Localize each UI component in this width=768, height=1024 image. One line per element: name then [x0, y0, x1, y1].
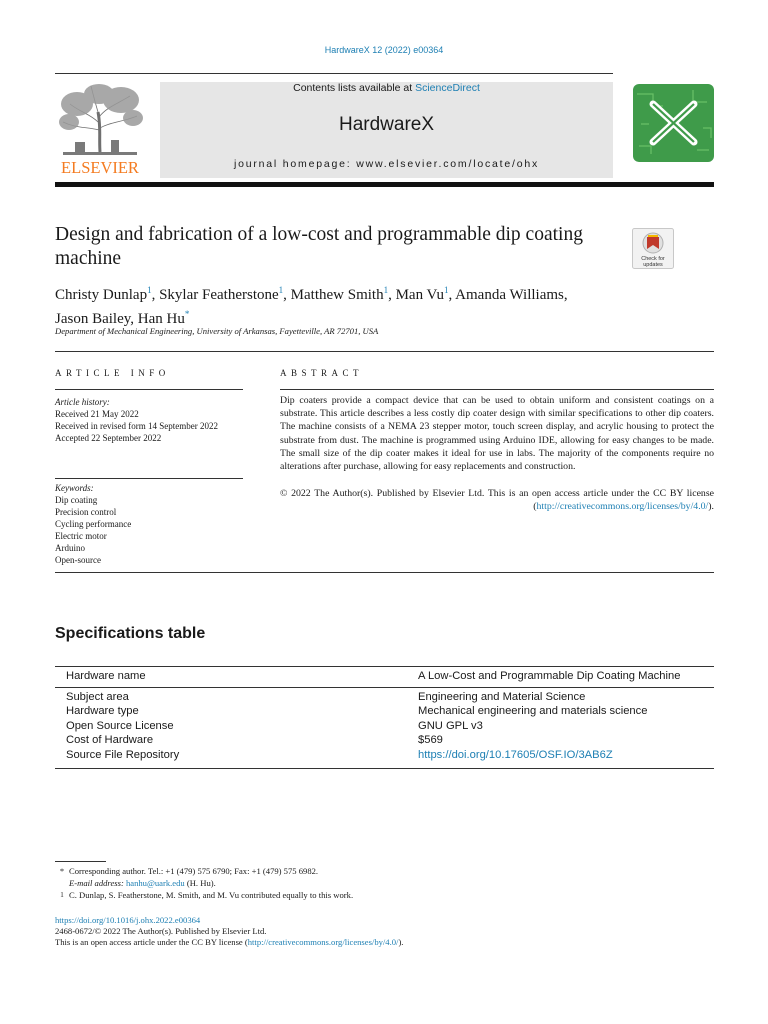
- author: Amanda Williams,: [455, 287, 568, 303]
- author: Christy Dunlap$^1$,: [55, 285, 160, 303]
- divider: [280, 389, 714, 390]
- table-row: [55, 719, 714, 734]
- author: Jason Bailey,: [55, 311, 138, 327]
- keyword: Cycling performance: [55, 519, 132, 529]
- keyword: Dip coating: [55, 495, 98, 505]
- elsevier-wordmark: ELSEVIER: [61, 158, 139, 176]
- email-link[interactable]: hanhu@uark.edu: [125, 878, 185, 888]
- author: Skylar Featherstone$^1$,: [159, 285, 291, 303]
- journal-citation[interactable]: HardwareX 12 (2022) e00364: [324, 45, 444, 55]
- table-cell: A Low-Cost and Programmable Dip Coating Machine: [407, 667, 714, 688]
- corresponding-author-mark[interactable]: *: [184, 309, 190, 319]
- license-link[interactable]: http://creativecommons.org/licenses/by/4.0/: [536, 501, 709, 513]
- article-title: Design and fabrication of a low-cost and programmable dip coating machine: [55, 224, 583, 269]
- keywords-label: Keywords:: [55, 483, 94, 493]
- author-list: [55, 281, 695, 329]
- table-cell: Cost of Hardware: [66, 734, 154, 746]
- keyword: Precision control: [55, 507, 117, 517]
- table-header-row: [55, 667, 714, 688]
- header-top-rule: [55, 73, 613, 74]
- specifications-table: [55, 666, 714, 769]
- divider: [55, 351, 714, 352]
- history-item: Received in revised form 14 September 2022: [55, 421, 218, 431]
- divider: [55, 572, 714, 573]
- keywords-block: [55, 482, 243, 566]
- sciencedirect-link[interactable]: ScienceDirect: [415, 82, 480, 94]
- abstract-text: Dip coaters provide a compact device that can be used to obtain uniform and consistent coatings on a substrate. This article describes a less costly dip coater design with similar specifications to other dip coaters. The machine consists of a NEMA 23 stepper motor, touch screen display, and acrylic housing to protect the substrate from dust. The machine is programmed using Arduino IDE, allowing for easy changes to be made. The small size of the dip coater makes it ideal for use in labs. The majority of the components require no alterations after purchase, allowing for easy replacements and construction.: [280, 395, 714, 473]
- table-cell: Hardware name: [55, 667, 407, 688]
- divider: [55, 478, 243, 479]
- table-cell: $569: [418, 734, 443, 746]
- hardwarex-cover-logo[interactable]: [633, 84, 714, 162]
- article-history: [55, 396, 243, 444]
- table-cell: Subject area: [66, 690, 129, 703]
- svg-text:updates: updates: [643, 262, 663, 268]
- table-row: [55, 704, 714, 719]
- divider: [55, 389, 243, 390]
- table-cell: Mechanical engineering and materials science: [418, 705, 648, 717]
- keyword: Arduino: [55, 543, 85, 553]
- contents-availability: Contents lists available at ScienceDirect: [293, 82, 480, 94]
- table-row: [55, 748, 714, 769]
- issn-copyright: 2468-0672/© 2022 The Author(s). Published by Elsevier Ltd.: [55, 926, 267, 936]
- header-bottom-rule: [55, 182, 714, 187]
- publication-info: [55, 915, 715, 948]
- svg-text:Check for: Check for: [641, 256, 665, 262]
- email-footnote: E-mail address: hanhu@uark.edu (H. Hu).: [69, 878, 216, 888]
- abstract-license: © 2022 The Author(s). Published by Elsevier Ltd. This is an open access article under the CC BY license (http://creativecommons.org/licenses/by/4.0/).: [280, 488, 714, 513]
- keyword: Electric motor: [55, 531, 107, 541]
- abstract-heading: ABSTRACT: [280, 368, 364, 378]
- affiliation: Department of Mechanical Engineering, University of Arkansas, Fayetteville, AR 72701, USA: [55, 326, 379, 336]
- keyword: Open-source: [55, 555, 101, 565]
- table-cell: Source File Repository: [55, 748, 407, 769]
- table-cell: Engineering and Material Science: [418, 690, 586, 703]
- journal-homepage[interactable]: journal homepage: www.elsevier.com/locate/ohx: [233, 158, 540, 170]
- table-cell: Open Source License: [66, 719, 174, 732]
- license-link[interactable]: http://creativecommons.org/licenses/by/4.0/: [247, 937, 399, 947]
- table-cell: GNU GPL v3: [418, 719, 483, 732]
- history-label: Article history:: [55, 397, 110, 407]
- corresponding-footnote: * Corresponding author. Tel.: +1 (479) 575 6790; Fax: +1 (479) 575 6982.: [59, 866, 319, 876]
- history-item: Received 21 May 2022: [55, 409, 139, 419]
- repository-link[interactable]: https://doi.org/10.17605/OSF.IO/3AB6Z: [418, 748, 613, 761]
- history-item: Accepted 22 September 2022: [55, 433, 162, 443]
- author: Man Vu$^1$,: [395, 285, 456, 303]
- table-cell-link[interactable]: [407, 748, 714, 769]
- elsevier-logo: [55, 82, 145, 176]
- table-row: [55, 733, 714, 748]
- author: Matthew Smith$^1$,: [290, 285, 396, 303]
- article-doi-link[interactable]: https://doi.org/10.1016/j.ohx.2022.e00364: [55, 915, 201, 925]
- footnotes: [55, 865, 715, 901]
- equal-contribution-footnote: 1 C. Dunlap, S. Featherstone, M. Smith, and M. Vu contributed equally to this work.: [60, 890, 354, 900]
- article-info-heading: ARTICLE INFO: [55, 368, 170, 378]
- check-for-updates-badge[interactable]: [632, 228, 674, 269]
- open-access-line: This is an open access article under the CC BY license (http://creativecommons.org/licenses/by/4.0/).: [55, 937, 404, 947]
- specifications-heading: Specifications table: [55, 625, 206, 642]
- footnote-rule: [55, 861, 106, 862]
- table-row: [55, 687, 714, 704]
- journal-name: HardwareX: [338, 114, 435, 135]
- table-cell: Hardware type: [66, 705, 139, 717]
- author-corresponding: Han Hu*: [137, 309, 190, 327]
